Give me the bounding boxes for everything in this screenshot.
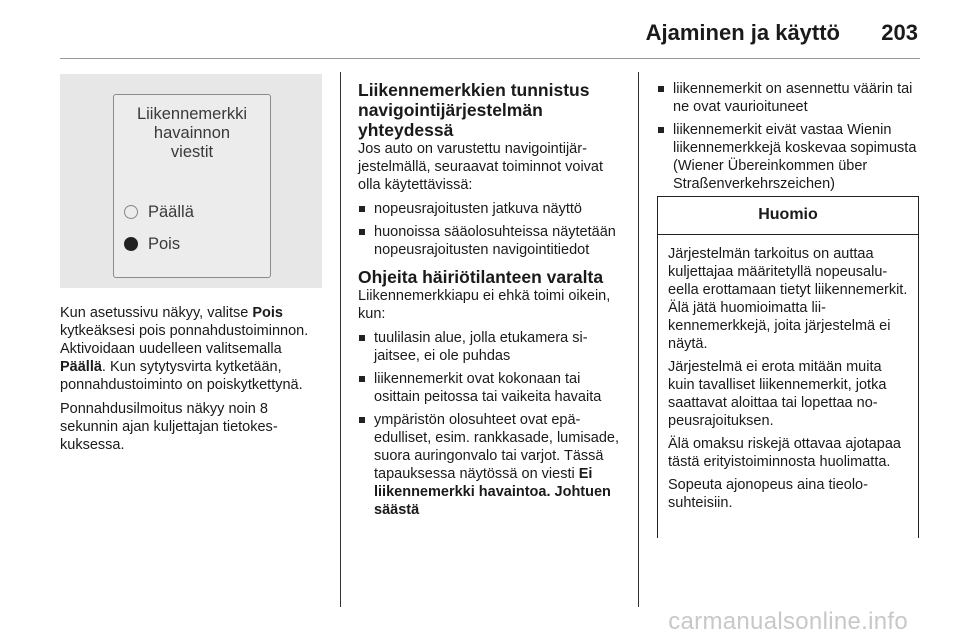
option-off	[124, 235, 180, 254]
display-title-line: viestit	[170, 143, 214, 161]
paragraph: Järjestelmä ei erota mitään muita kuin tavalliset liikennemerkit, jotka saattavat aloittaa tai lopettaa nopeusrajoituksen.	[668, 359, 887, 429]
option-on-label: Päällä	[148, 203, 194, 221]
text: ympäristön olosuhteet ovat epäedulliset, esim. rankkasade, lumisade, suora auringonvalo tai varjot. Tässä tapauksessa näytössä on viesti	[374, 412, 620, 482]
display-panel	[113, 94, 271, 278]
paragraph: Liikennemerkkiapu ei ehkä toimi oikein, kun:	[358, 288, 611, 322]
list-item: liikennemerkit eivät vastaa Wienin liikennemerkkejä koskevaa sopimusta (Wiener Übereinkommen über Straßenverkehrszeichen)	[657, 121, 919, 193]
display-title-line: Liikennemerkki	[136, 105, 248, 123]
list-item: liikennemerkit ovat kokonaan tai osittain peitossa tai vaikeita havaita	[358, 370, 628, 406]
caution-title: Huomio	[658, 197, 918, 235]
bullet-list	[657, 80, 919, 193]
paragraph	[60, 304, 328, 394]
list-item: nopeusrajoitusten jatkuva näyttö	[358, 200, 628, 218]
message-term: Ei liikennemerkki havaintoa. Johtuen säästä	[374, 466, 611, 518]
option-off-label: Pois	[148, 235, 181, 253]
display-title	[114, 105, 270, 162]
radio-unselected-icon	[124, 205, 138, 219]
section-heading: Liikennemerkkien tunnistus navigointijärjestelmän yhteydessä	[358, 80, 590, 140]
list-item: tuulilasin alue, jolla etukamera sijaitsee, ei ole puhdas	[358, 329, 628, 365]
list-item: huonoissa sääolosuhteissa näytetään nopeusrajoitusten navigointitiedot	[358, 223, 628, 259]
paragraph: Ponnahdusilmoitus näkyy noin 8 sekunnin ajan kuljettajan tietokeskuksessa.	[60, 401, 278, 453]
menu-term: Päällä	[60, 359, 102, 375]
caution-box	[657, 196, 919, 538]
column-1	[60, 304, 328, 460]
display-title-line: havainnon	[153, 124, 231, 142]
section-heading: Ohjeita häiriötilanteen varalta	[358, 267, 604, 287]
paragraph: Älä omaksu riskejä ottavaa ajotapaa tästä erityistoiminnosta huolimatta.	[668, 436, 901, 470]
paragraph: Sopeuta ajonopeus aina tieolosuhteisiin.	[668, 477, 868, 511]
chapter-title: Ajaminen ja käyttö	[645, 20, 840, 45]
page-number: 203	[881, 20, 918, 45]
bullet-list	[358, 200, 628, 259]
list-item: liikennemerkit on asennettu väärin tai ne ovat vaurioituneet	[657, 80, 919, 116]
option-on	[124, 203, 194, 222]
column-divider	[638, 72, 639, 607]
text: Kun asetussivu näkyy, valitse	[60, 305, 253, 321]
watermark: carmanualsonline.info	[668, 608, 908, 635]
bullet-list	[358, 329, 628, 519]
paragraph: Jos auto on varustettu navigointijärjestelmällä, seuraavat toiminnot voivat olla käytettävissä:	[358, 141, 604, 193]
column-divider	[340, 72, 341, 607]
caution-body	[658, 235, 918, 512]
paragraph: Järjestelmän tarkoitus on auttaa kuljettajaa määritetyllä nopeusalueella erottamaan tietyt liikennemerkit. Älä jätä huomioimatta liikennemerkkejä, joita järjestelmä ei näytä.	[668, 246, 908, 352]
menu-term: Pois	[252, 305, 283, 321]
list-item	[358, 411, 628, 519]
display-illustration	[60, 74, 322, 288]
text: . Kun sytytysvirta kytketään, ponnahdustoiminto on poiskytkettynä.	[60, 359, 303, 393]
text: kytkeäksesi pois ponnahdustoiminnon. Aktivoidaan uudelleen valitsemalla	[60, 323, 309, 357]
header-rule	[60, 58, 920, 59]
column-3	[657, 80, 919, 199]
radio-selected-icon	[124, 237, 138, 251]
column-2	[358, 80, 628, 525]
